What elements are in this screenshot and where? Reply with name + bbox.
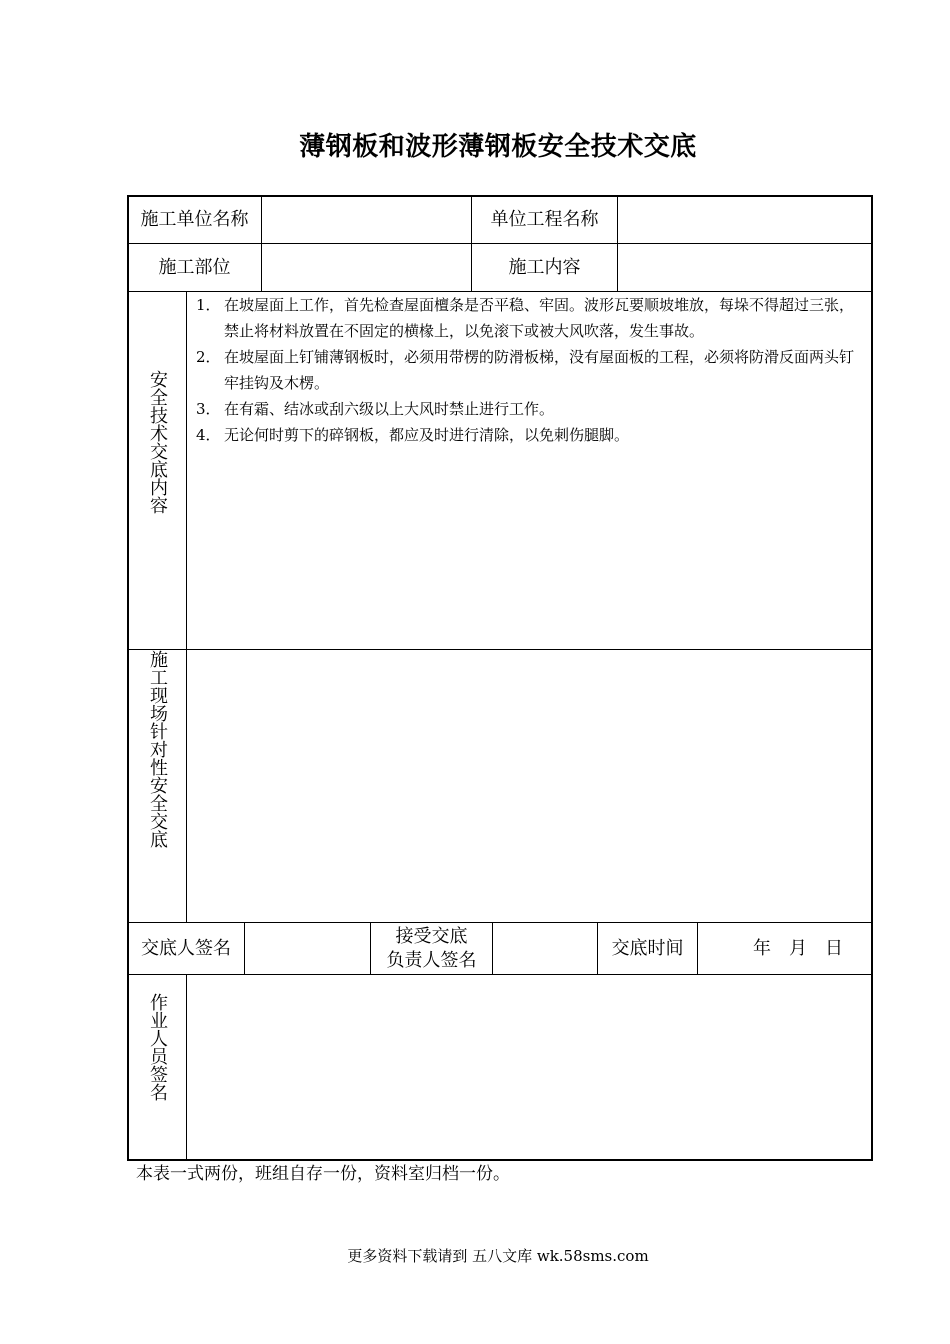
item-number: 1． xyxy=(196,296,221,314)
workers-signature-label: 作业人员签名 xyxy=(147,993,168,1101)
safety-items-list xyxy=(192,292,866,448)
site-safety-field[interactable] xyxy=(188,650,871,922)
list-item xyxy=(192,396,866,422)
item-text: 在坡屋面上钉铺薄钢板时，必须用带楞的防滑板梯，没有屋面板的工程，必须将防滑反面两头钉牢挂钩及木楞。 xyxy=(224,348,855,392)
construction-content-field[interactable] xyxy=(618,244,871,291)
col-divider xyxy=(186,974,187,1160)
handover-date-field[interactable]: 年 月 日 xyxy=(753,937,843,959)
footnote: 本表一式两份，班组自存一份，资料室归档一份。 xyxy=(136,1164,510,1184)
item-number: 2． xyxy=(196,348,221,366)
item-number: 3． xyxy=(196,400,221,418)
receiver-signature-field[interactable] xyxy=(493,923,597,974)
construction-unit-field[interactable] xyxy=(262,196,471,243)
handover-time-label: 交底时间 xyxy=(611,937,684,959)
construction-content-label: 施工内容 xyxy=(508,256,581,278)
item-text: 在坡屋面上工作，首先检查屋面檀条是否平稳、牢固。波形瓦要顺坡堆放，每垛不得超过三张，禁止将材料放置在不固定的横椽上，以免滚下或被大风吹落，发生事故。 xyxy=(224,296,855,340)
item-text: 无论何时剪下的碎钢板，都应及时进行清除，以免刺伤腿脚。 xyxy=(224,426,630,444)
construction-unit-label: 施工单位名称 xyxy=(140,208,249,230)
item-text: 在有霜、结冰或刮六级以上大风时禁止进行工作。 xyxy=(224,400,555,418)
page-footer: 更多资料下载请到 五八文库 wk.58sms.com xyxy=(347,1247,649,1265)
giver-signature-field[interactable] xyxy=(245,923,370,974)
giver-signature-label: 交底人签名 xyxy=(141,937,231,959)
receiver-label-line2: 负责人签名 xyxy=(386,949,477,971)
safety-content-label: 安全技术交底内容 xyxy=(147,370,168,514)
receiver-label-line1: 接受交底 xyxy=(395,925,468,947)
receiver-signature-label xyxy=(371,923,492,974)
document-title: 薄钢板和波形薄钢板安全技术交底 xyxy=(299,132,697,162)
list-item xyxy=(192,292,866,344)
construction-part-label: 施工部位 xyxy=(158,256,231,278)
workers-signature-field[interactable] xyxy=(188,975,871,1159)
site-safety-label: 施工现场针对性安全交底 xyxy=(147,650,168,848)
list-item xyxy=(192,344,866,396)
col-divider xyxy=(186,291,187,923)
construction-part-field[interactable] xyxy=(262,244,471,291)
item-number: 4． xyxy=(196,426,221,444)
project-name-field[interactable] xyxy=(618,196,871,243)
project-name-label: 单位工程名称 xyxy=(490,208,599,230)
list-item xyxy=(192,422,866,448)
